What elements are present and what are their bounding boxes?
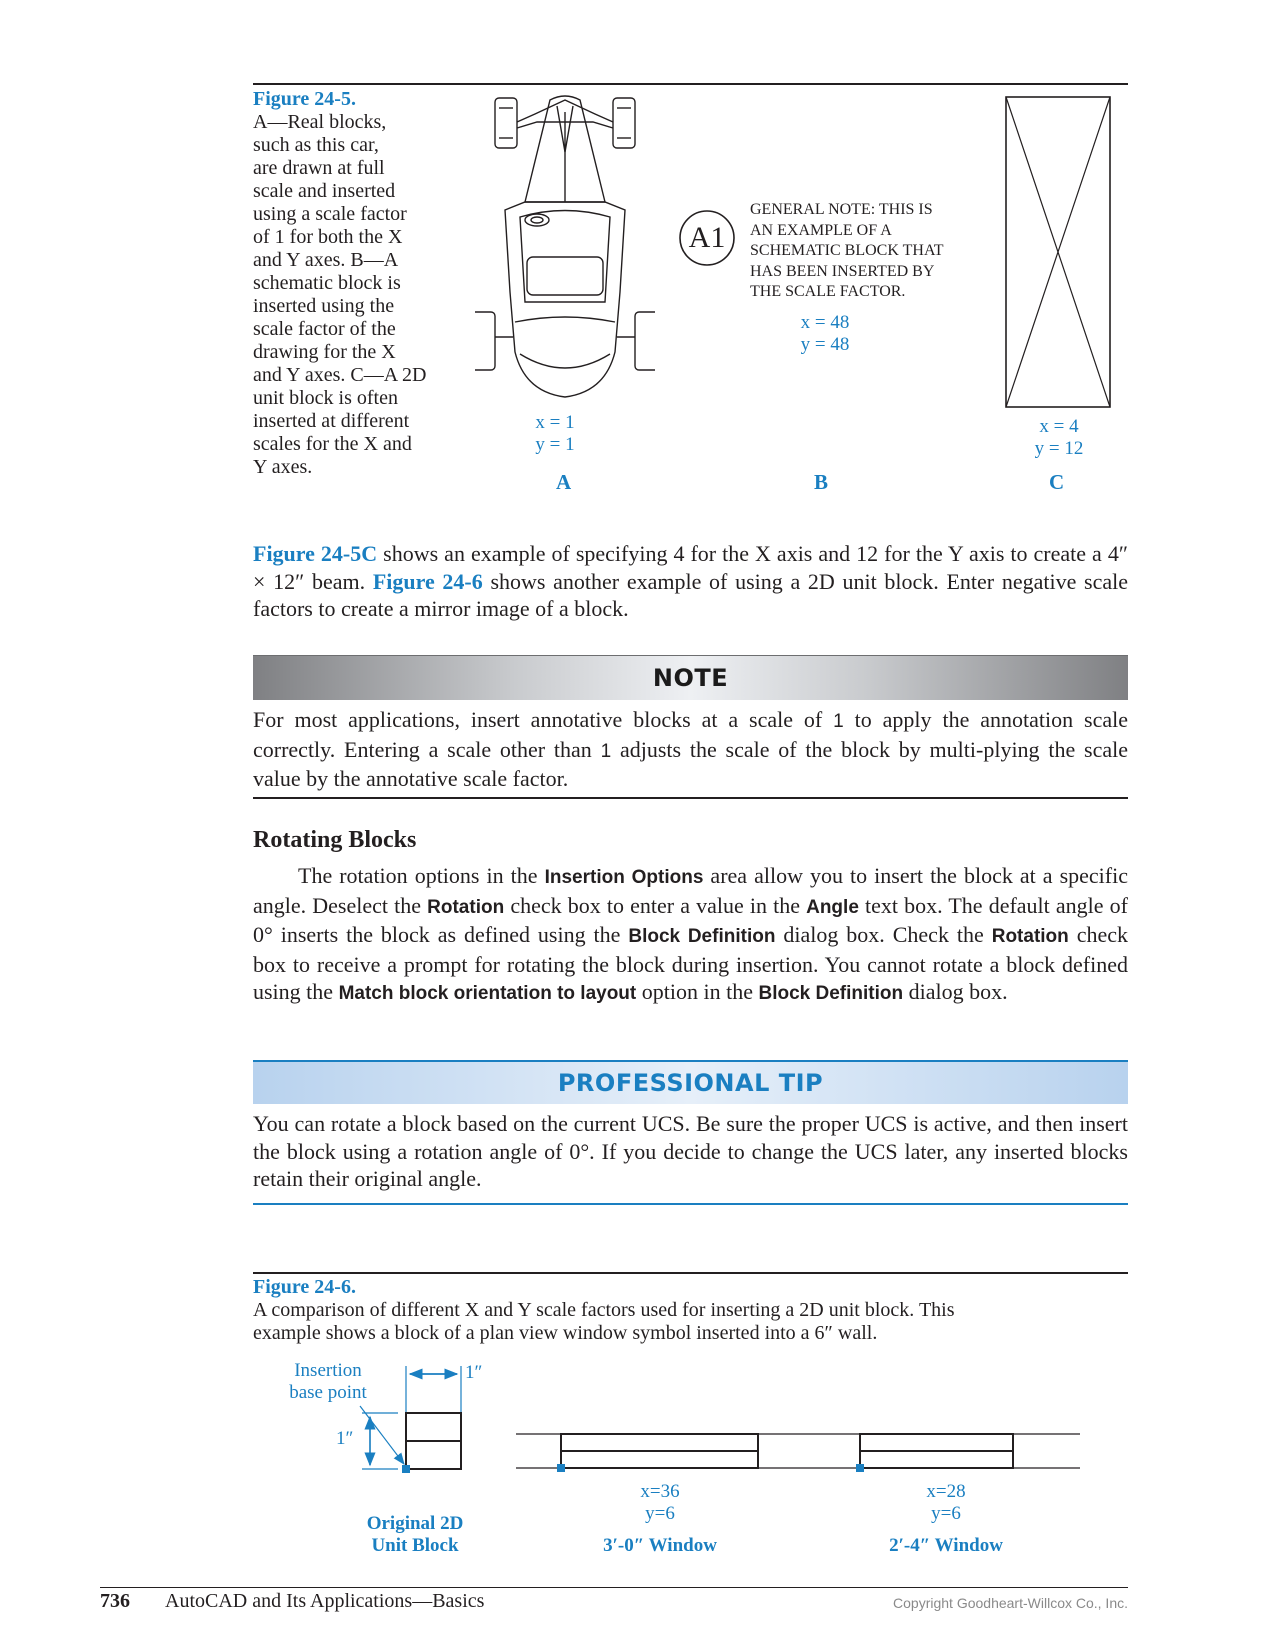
caption-line: drawing for the X — [253, 341, 396, 363]
caption-line: scales for the X and — [253, 433, 412, 455]
window-1-label: 3′-0″ Window — [603, 1535, 717, 1556]
ui-term: Block Definition — [758, 983, 904, 1004]
schematic-note-line: GENERAL NOTE: THIS IS — [750, 201, 933, 218]
figure-24-6-top-rule — [253, 1272, 1128, 1274]
panel-c-letter: C — [1049, 470, 1065, 494]
caption-line: example shows a block of a plan view window symbol inserted into a 6″ wall. — [253, 1322, 878, 1344]
caption-line: unit block is often — [253, 387, 398, 409]
ui-term: Angle — [806, 896, 859, 918]
note-text: to apply the annotation scale correctly. Entering a scale other than — [253, 707, 1128, 762]
paragraph-text: shows another example of using a 2D unit block. Enter negative scale factors to create a mirror image of a block. — [253, 568, 1128, 621]
panel-b-letter: B — [814, 470, 829, 494]
paragraph-text: area allow you to insert the block at a specific angle. Deselect the — [253, 863, 1129, 918]
section-heading-rotating-blocks: Rotating Blocks — [253, 827, 417, 853]
window-block-diagram — [350, 1360, 1130, 1480]
page-number: 736 — [100, 1590, 130, 1612]
paragraph-text: check box to receive a prompt for rotating the block during insertion. You cannot rotate a block defined using the — [253, 922, 1129, 1004]
caption-line: and Y axes. B—A — [253, 249, 399, 271]
note-value: 1 — [833, 711, 844, 732]
note-text: For most applications, insert annotative blocks at a scale of — [253, 707, 834, 732]
paragraph-text: dialog box. — [903, 979, 1008, 1004]
original-unit-block-label-1: Original 2D — [366, 1513, 464, 1534]
paragraph-text: dialog box. Check the — [775, 922, 992, 947]
unit-block-rectangle — [1005, 96, 1111, 408]
window-2-x-scale: x=28 — [926, 1481, 966, 1502]
footer-rule — [100, 1587, 1128, 1588]
copyright-notice: Copyright Goodheart-Willcox Co., Inc. — [893, 1595, 1128, 1611]
professional-tip-heading: PROFESSIONAL TIP — [557, 1069, 824, 1097]
ui-term: Rotation — [991, 926, 1069, 947]
panel-b-y-scale: y = 48 — [800, 334, 850, 355]
figure-24-6-caption — [253, 1276, 1128, 1345]
insertion-base-point-label-2: base point — [289, 1382, 367, 1403]
figure-24-5c-reference[interactable]: Figure 24-5C — [253, 541, 378, 566]
panel-a-x-scale: x = 1 — [535, 412, 575, 433]
dimension-height-label: 1″ — [336, 1428, 354, 1449]
schematic-note-line: AN EXAMPLE OF A — [750, 221, 892, 239]
caption-line: of 1 for both the X — [253, 226, 403, 248]
ui-term: Rotation — [427, 896, 505, 918]
note-header — [253, 655, 1128, 700]
figure-24-5-caption — [253, 88, 453, 479]
window-2-label: 2′-4″ Window — [889, 1535, 1003, 1556]
figure-24-6-title: Figure 24-6. — [253, 1276, 356, 1298]
caption-line: and Y axes. C—A 2D — [253, 364, 427, 386]
professional-tip-body: You can rotate a block based on the current UCS. Be sure the proper UCS is active, and then insert the block using a rotation angle of 0°. If you decide to change the UCS later, any inserted blocks retain their original angle. — [253, 1111, 1128, 1191]
caption-line: using a scale factor — [253, 203, 407, 225]
paragraph-text: The rotation options in the — [298, 863, 545, 888]
book-title: AutoCAD and Its Applications—Basics — [165, 1590, 485, 1612]
caption-line: A comparison of different X and Y scale factors used for inserting a 2D unit block. This — [253, 1299, 955, 1321]
panel-c-x-scale: x = 4 — [1039, 416, 1079, 437]
tip-bottom-rule — [253, 1203, 1128, 1205]
window-2-y-scale: y=6 — [931, 1503, 961, 1524]
panel-a-letter: A — [556, 470, 572, 494]
caption-line: Y axes. — [253, 456, 313, 478]
car-block-drawing — [475, 92, 655, 412]
caption-line: A—Real blocks, — [253, 111, 387, 133]
note-value: 1 — [600, 740, 612, 762]
panel-c-y-scale: y = 12 — [1034, 438, 1084, 459]
schematic-tag-text: A1 — [688, 221, 726, 254]
ui-term: Match block orientation to layout — [338, 983, 637, 1004]
ui-term: Insertion Options — [544, 867, 704, 888]
figure-24-6-reference[interactable]: Figure 24-6 — [372, 568, 483, 594]
paragraph-text: check box to enter a value in the — [504, 892, 807, 918]
paragraph-text: option in the — [636, 979, 759, 1004]
caption-line: scale and inserted — [253, 180, 396, 202]
note-bottom-rule — [253, 797, 1128, 799]
caption-line: inserted using the — [253, 295, 395, 317]
ui-term: Block Definition — [628, 926, 776, 947]
caption-line: inserted at different — [253, 410, 410, 432]
caption-line: schematic block is — [253, 272, 401, 294]
top-rule — [253, 83, 1128, 85]
paragraph-text: shows an example of specifying 4 for the X axis and 12 for the Y axis to create a 4″ × 12″ beam. — [253, 541, 1128, 594]
caption-line: are drawn at full — [253, 157, 385, 179]
note-body — [253, 706, 1128, 793]
schematic-note — [750, 200, 944, 303]
window-1-x-scale: x=36 — [640, 1481, 680, 1502]
figure-24-5-title: Figure 24-5. — [253, 88, 356, 110]
schematic-note-line: SCHEMATIC BLOCK THAT — [750, 242, 944, 259]
insertion-base-point-label-1: Insertion — [294, 1360, 362, 1381]
original-unit-block-label-2: Unit Block — [371, 1535, 459, 1556]
paragraph-scale-factors — [253, 540, 1128, 623]
panel-b-x-scale: x = 48 — [800, 312, 850, 333]
paragraph-rotating-blocks — [253, 862, 1128, 1008]
window-1-y-scale: y=6 — [645, 1503, 675, 1524]
caption-line: scale factor of the — [253, 318, 396, 340]
dimension-width-label: 1″ — [465, 1362, 483, 1383]
paragraph-text: text box. The default angle of 0° inserts the block as defined using the — [253, 892, 1128, 947]
schematic-note-line: THE SCALE FACTOR. — [750, 283, 906, 300]
caption-line: such as this car, — [253, 134, 379, 156]
professional-tip-header — [253, 1060, 1128, 1104]
note-heading: NOTE — [652, 664, 729, 692]
schematic-note-line: HAS BEEN INSERTED BY — [750, 262, 935, 280]
panel-a-y-scale: y = 1 — [535, 434, 575, 455]
note-text: adjusts the scale of the block by multi-plying the scale value by the annotative scale factor. — [253, 736, 1128, 791]
